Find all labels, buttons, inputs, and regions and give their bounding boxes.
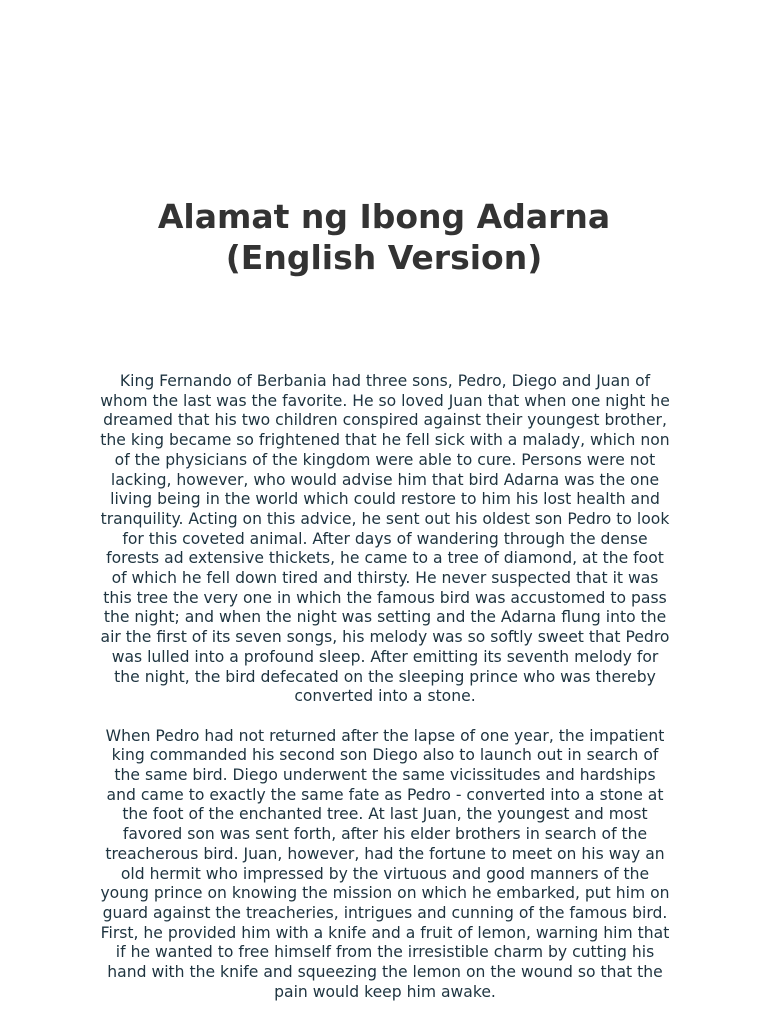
- page-title: [0, 196, 768, 278]
- paragraph-1: King Fernando of Berbania had three sons, Pedro, Diego and Juan of whom the last was the favorite. He so loved Juan that when one night he dreamed that his two children conspired against their youngest brother, the king became so frightened that he fell sick with a malady, which non of the physicians of the kingdom were able to cure. Persons were not lacking, however, who would advise him that bird Adarna was the one living being in the world which could restore to him his lost health and tranquility. Acting on this advice, he sent out his oldest son Pedro to look for this coveted animal. After days of wandering through the dense forests ad extensive thickets, he came to a tree of diamond, at the foot of which he fell down tired and thirsty. He never suspected that it was this tree the very one in which the famous bird was accustomed to pass the night; and when the night was setting and the Adarna flung into the air the first of its seven songs, his melody was so softly sweet that Pedro was lulled into a profound sleep. After emitting its seventh melody for the night, the bird defecated on the sleeping prince who was thereby converted into a stone.: [100, 372, 670, 706]
- title-line-1: Alamat ng Ibong Adarna: [157, 197, 611, 236]
- title-line-2: (English Version): [225, 238, 543, 277]
- paragraph-2: When Pedro had not returned after the lapse of one year, the impatient king commanded his second son Diego also to launch out in search of the same bird. Diego underwent the same vicissitudes and hardships and came to exactly the same fate as Pedro - converted into a stone at the foot of the enchanted tree. At last Juan, the youngest and most favored son was sent forth, after his elder brothers in search of the treacherous bird. Juan, however, had the fortune to meet on his way an old hermit who impressed by the virtuous and good manners of the young prince on knowing the mission on which he embarked, put him on guard against the treacheries, intrigues and cunning of the famous bird. First, he provided him with a knife and a fruit of lemon, warning him that if he wanted to free himself from the irresistible charm by cutting his hand with the knife and squeezing the lemon on the wound so that the pain would keep him awake.: [100, 726, 670, 1001]
- story-body: [100, 372, 670, 1002]
